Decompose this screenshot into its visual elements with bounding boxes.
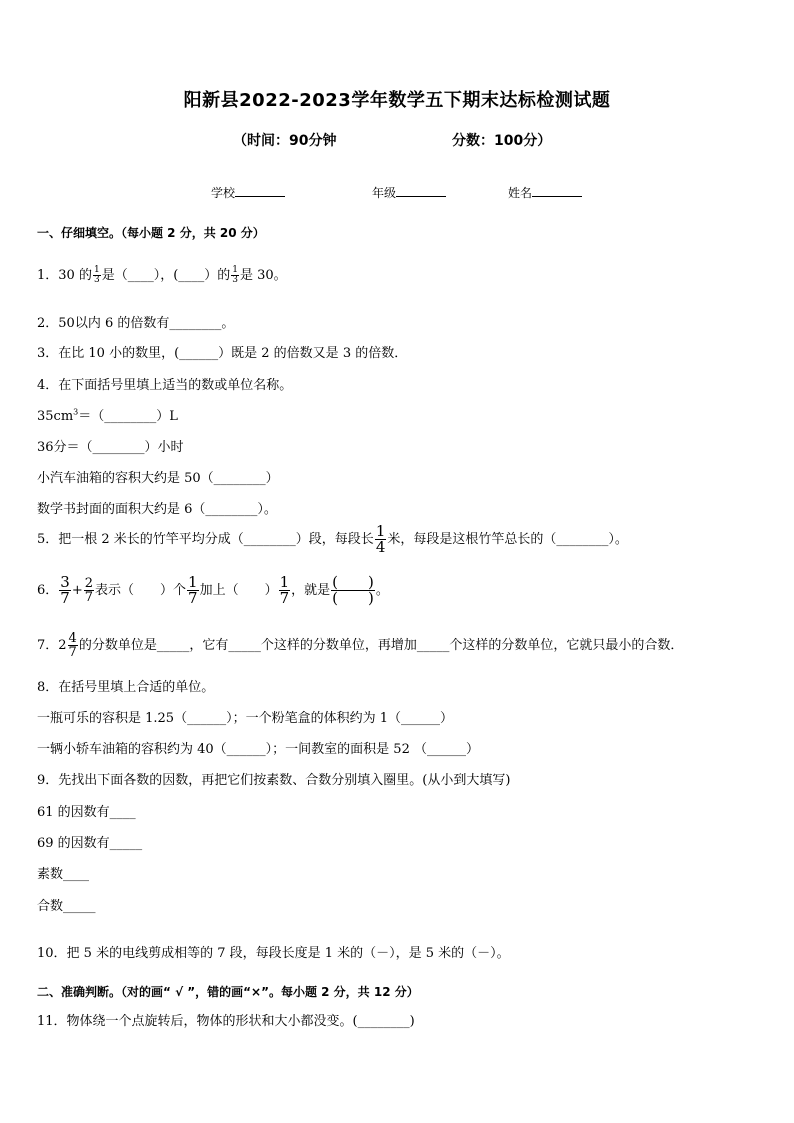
question-9: 9．先找出下面各数的因数，再把它们按素数、合数分别填入圈里。(从小到大填写) — [37, 773, 511, 788]
q1-text-a: 1．30 的 — [37, 268, 92, 283]
grade-label: 年级 — [372, 186, 397, 200]
question-4: 4．在下面括号里填上适当的数或单位名称。 — [37, 378, 293, 393]
q7-fraction: $\frac{4}{7}$ — [68, 631, 77, 660]
question-4-line-3: 小汽车油箱的容积大约是 50（________） — [37, 471, 279, 486]
exam-time: （时间：90分钟 — [233, 133, 337, 149]
question-8: 8．在括号里填上合适的单位。 — [37, 680, 215, 695]
name-blank[interactable] — [532, 183, 582, 197]
question-6: 6． $\frac{3}{7}$ + $\frac{2}{7}$ 表示（ ）个 $\frac{1}{7}$ 加上（ ） $\frac{1}{7}$ ，就是 $\frac{( )}{( )}$ 。 — [37, 573, 389, 607]
q6-fraction-1: $\frac{3}{7}$ — [60, 573, 70, 607]
q5-fraction: $\frac{1}{4}$ — [375, 522, 386, 556]
question-1 — [37, 264, 287, 285]
question-9-line-1: 61 的因数有____ — [37, 805, 136, 820]
question-10: 10．把 5 米的电线剪成相等的 7 段，每段长度是 1 米的（－），是 5 米的（－）。 — [37, 946, 510, 961]
question-4-line-1: $35cm^3=(\_\_\_\_\_\_\_\_)L$ — [37, 407, 178, 424]
grade-field — [372, 183, 446, 201]
question-3: 3．在比 10 小的数里，(______）既是 2 的倍数又是 3 的倍数． — [37, 346, 408, 361]
section-1-heading: 一、仔细填空。（每小题 2 分，共 20 分） — [37, 226, 265, 240]
school-field — [211, 183, 285, 201]
question-9-line-2: 69 的因数有_____ — [37, 836, 143, 851]
q5-text-a: 5．把一根 2 米长的竹竿平均分成（________）段，每段长 — [37, 532, 374, 547]
name-field — [508, 183, 582, 201]
name-label: 姓名 — [508, 186, 533, 200]
q6-fraction-2: $\frac{2}{7}$ — [84, 576, 94, 605]
q6-fraction-3: $\frac{1}{7}$ — [188, 573, 198, 607]
q1-fraction-2: $\frac{1}{3}$ — [232, 265, 238, 285]
question-8-line-2: 一辆小轿车油箱的容积约为 40（______）；一间教室的面积是 52 （______） — [37, 742, 479, 757]
section-2-heading: 二、准确判断。（对的画“ √ ”，错的画“×”。每小题 2 分，共 12 分） — [37, 985, 419, 999]
question-7: 7．2 $\frac{4}{7}$ 的分数单位是_____，它有_____个这样的分数单位，再增加_____个这样的分数单位，它就只最小的合数． — [37, 631, 684, 660]
q1-fraction: $\frac{1}{3}$ — [93, 265, 100, 285]
question-4-line-2: 36分＝（________）小时 — [37, 440, 184, 455]
page-title: 阳新县2022-2023学年数学五下期末达标检测试题 — [183, 90, 611, 111]
question-4-line-4: 数学书封面的面积大约是 6（________）。 — [37, 502, 277, 517]
exam-score: 分数：100分） — [452, 133, 552, 149]
q1-text-c: 是 30。 — [240, 268, 287, 283]
school-blank[interactable] — [235, 183, 285, 197]
q1-text-b: 是（____），(____）的 — [101, 268, 231, 283]
q6-fraction-answer[interactable]: $\frac{( )}{( )}$ — [332, 573, 374, 607]
q5-text-b: 米，每段是这根竹竿总长的（________）。 — [387, 532, 628, 547]
question-2: 2．50以内 6 的倍数有________。 — [37, 316, 235, 331]
school-label: 学校 — [211, 186, 236, 200]
q6-fraction-4: $\frac{1}{7}$ — [279, 573, 290, 607]
question-11: 11．物体绕一个点旋转后，物体的形状和大小都没变。(________) — [37, 1014, 415, 1029]
question-9-line-3: 素数____ — [37, 867, 90, 882]
grade-blank[interactable] — [396, 183, 446, 197]
question-8-line-1: 一瓶可乐的容积是 1.25（______）；一个粉笔盒的体积约为 1（______） — [37, 711, 453, 726]
question-5 — [37, 524, 628, 555]
question-9-line-4: 合数_____ — [37, 899, 96, 914]
